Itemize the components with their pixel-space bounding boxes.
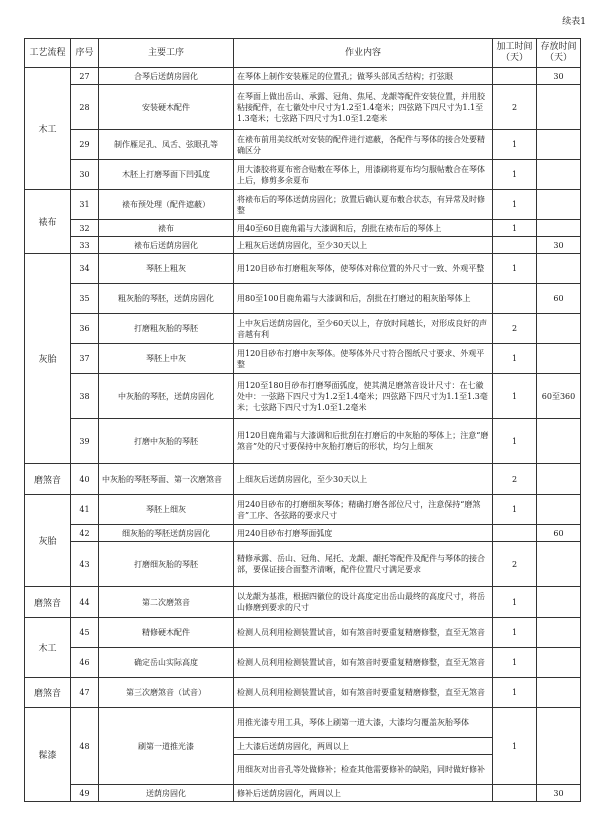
store-cell	[537, 419, 581, 464]
group-cell: 木工	[25, 68, 71, 190]
group-cell: 灰胎	[25, 495, 71, 587]
seq-cell: 38	[71, 374, 99, 419]
main-cell: 安装硬木配件	[99, 85, 234, 130]
seq-cell: 32	[71, 220, 99, 237]
header-seq: 序号	[71, 39, 99, 68]
content-cell: 用120至180目砂布打磨琴面弧度，使其满足磨煞音设计尺寸：在七徽处中：一弦路下四尺寸为1.2至1.4毫米；四弦路下四尺寸为1.1至1.3毫米；七弦路下四尺寸为1.0至1.2毫米	[234, 374, 493, 419]
store-cell	[537, 344, 581, 374]
time-cell	[493, 525, 537, 542]
store-cell	[537, 678, 581, 708]
header-row	[25, 39, 581, 68]
store-cell	[537, 542, 581, 587]
time-cell: 1	[493, 344, 537, 374]
time-cell: 1	[493, 708, 537, 785]
main-cell: 制作雁足孔、凤舌、弦眼孔等	[99, 130, 234, 160]
content-cell: 以龙龈为基准，根据四徽位的设计高度定出岳山最终的高度尺寸，将岳山修磨到要求的尺寸	[234, 587, 493, 618]
table-row	[25, 648, 581, 678]
content-cell: 在琴体上制作安装雁足的位置孔；做琴头部凤舌结构；打弦眼	[234, 68, 493, 85]
store-cell	[537, 495, 581, 525]
content-cell: 检测人员利用检测装置试音，如有煞音时要重复精磨修整，直至无煞音	[234, 648, 493, 678]
content-cell: 用大漆胶将夏布密合贴敷在琴体上，用漆刷将夏布均匀服帖敷合在琴体上后，修剪多余夏布	[234, 160, 493, 190]
content-cell: 用240目砂布的打磨细灰琴体；精确打磨各部位尺寸，注意保持“磨煞音”工序、各弦路的要求尺寸	[234, 495, 493, 525]
table-row	[25, 464, 581, 495]
time-cell: 1	[493, 618, 537, 648]
store-cell	[537, 587, 581, 618]
table-row	[25, 525, 581, 542]
seq-cell: 46	[71, 648, 99, 678]
group-cell: 髹漆	[25, 708, 71, 802]
store-cell	[537, 130, 581, 160]
main-cell: 精修硬木配件	[99, 618, 234, 648]
table-row	[25, 785, 581, 802]
table-row	[25, 542, 581, 587]
group-cell: 磨煞音	[25, 678, 71, 708]
main-cell: 第二次磨煞音	[99, 587, 234, 618]
main-cell: 裱布后送荫房固化	[99, 237, 234, 254]
time-cell: 1	[493, 648, 537, 678]
store-cell	[537, 160, 581, 190]
content-cell: 在裱布前用美纹纸对安装的配件进行遮蔽，各配件与琴体的接合处要精确区分	[234, 130, 493, 160]
content-cell: 上大漆后送荫房固化，两周以上	[234, 738, 493, 755]
main-cell: 细灰胎的琴胚送荫房固化	[99, 525, 234, 542]
content-cell: 在琴面上做出岳山、承露、冠角、焦尾、龙龈等配件安装位置，并用胶粘接配件，在七徽处中尺寸为1.2至1.4毫米；四弦路下四尺寸为1.1至1.3毫米；七弦路下四尺寸为1.0至1.2毫米	[234, 85, 493, 130]
store-cell	[537, 708, 581, 785]
main-cell: 确定岳山实际高度	[99, 648, 234, 678]
seq-cell: 28	[71, 85, 99, 130]
main-cell: 刷第一道推光漆	[99, 708, 234, 785]
store-cell	[537, 85, 581, 130]
main-cell: 木胚上打磨琴面下凹弧度	[99, 160, 234, 190]
time-cell: 2	[493, 85, 537, 130]
content-cell: 修补后送荫房固化，两周以上	[234, 785, 493, 802]
store-cell: 60至360	[537, 374, 581, 419]
store-cell	[537, 190, 581, 220]
table-row	[25, 237, 581, 254]
header-store: 存放时间（天）	[537, 39, 581, 68]
store-cell	[537, 220, 581, 237]
content-cell: 检测人员利用检测装置试音，如有煞音时要重复精磨修整，直至无煞音	[234, 618, 493, 648]
time-cell: 1	[493, 678, 537, 708]
header-content: 作业内容	[234, 39, 493, 68]
store-cell: 60	[537, 284, 581, 314]
main-cell: 合琴后送荫房固化	[99, 68, 234, 85]
content-cell: 检测人员利用检测装置试音，如有煞音时要重复精磨修整，直至无煞音	[234, 678, 493, 708]
store-cell	[537, 254, 581, 284]
content-cell: 用120目鹿角霜与大漆调和后批刮在打磨后的中灰胎的琴体上；注意“磨煞音”处的尺寸要保持中灰胎打磨后的形状，均匀上细灰	[234, 419, 493, 464]
header-process: 工艺流程	[25, 39, 71, 68]
seq-cell: 45	[71, 618, 99, 648]
table-row	[25, 495, 581, 525]
main-cell: 打磨细灰胎的琴胚	[99, 542, 234, 587]
store-cell: 30	[537, 68, 581, 85]
time-cell: 1	[493, 220, 537, 237]
main-cell: 第三次磨煞音（试音）	[99, 678, 234, 708]
group-cell: 磨煞音	[25, 464, 71, 495]
time-cell: 1	[493, 254, 537, 284]
time-cell: 1	[493, 587, 537, 618]
seq-cell: 49	[71, 785, 99, 802]
seq-cell: 37	[71, 344, 99, 374]
header-time: 加工时间（天）	[493, 39, 537, 68]
time-cell: 1	[493, 130, 537, 160]
table-row	[25, 284, 581, 314]
seq-cell: 36	[71, 314, 99, 344]
seq-cell: 48	[71, 708, 99, 785]
header-main: 主要工序	[99, 39, 234, 68]
seq-cell: 42	[71, 525, 99, 542]
store-cell	[537, 314, 581, 344]
table-row	[25, 190, 581, 220]
time-cell: 2	[493, 542, 537, 587]
seq-cell: 35	[71, 284, 99, 314]
store-cell	[537, 464, 581, 495]
group-cell: 裱布	[25, 190, 71, 254]
table-row	[25, 344, 581, 374]
content-cell: 上细灰后送荫房固化，至少30天以上	[234, 464, 493, 495]
main-cell: 裱布预处理（配件遮蔽）	[99, 190, 234, 220]
content-cell: 上粗灰后送荫房固化，至少30天以上	[234, 237, 493, 254]
seq-cell: 41	[71, 495, 99, 525]
group-cell: 灰胎	[25, 254, 71, 464]
seq-cell: 43	[71, 542, 99, 587]
table-row	[25, 708, 581, 738]
time-cell: 1	[493, 495, 537, 525]
time-cell	[493, 68, 537, 85]
seq-cell: 30	[71, 160, 99, 190]
main-cell: 琴胚上细灰	[99, 495, 234, 525]
seq-cell: 29	[71, 130, 99, 160]
seq-cell: 34	[71, 254, 99, 284]
table-row	[25, 220, 581, 237]
seq-cell: 27	[71, 68, 99, 85]
time-cell: 2	[493, 464, 537, 495]
seq-cell: 40	[71, 464, 99, 495]
time-cell	[493, 284, 537, 314]
time-cell	[493, 785, 537, 802]
main-cell: 琴胚上中灰	[99, 344, 234, 374]
main-cell: 打磨粗灰胎的琴胚	[99, 314, 234, 344]
main-cell: 粗灰胎的琴胚，送荫房固化	[99, 284, 234, 314]
table-row	[25, 130, 581, 160]
main-cell: 中灰胎的琴胚琴面、第一次磨煞音	[99, 464, 234, 495]
main-cell: 裱布	[99, 220, 234, 237]
seq-cell: 33	[71, 237, 99, 254]
continuation-label: 续表1	[562, 17, 586, 27]
time-cell: 1	[493, 419, 537, 464]
table-row	[25, 254, 581, 284]
table-row	[25, 587, 581, 618]
store-cell: 30	[537, 785, 581, 802]
time-cell: 1	[493, 374, 537, 419]
time-cell	[493, 237, 537, 254]
content-cell: 将裱布后的琴体送荫房固化；放置后确认夏布敷合状态，有异常及时修整	[234, 190, 493, 220]
seq-cell: 39	[71, 419, 99, 464]
main-cell: 打磨中灰胎的琴胚	[99, 419, 234, 464]
seq-cell: 44	[71, 587, 99, 618]
store-cell	[537, 618, 581, 648]
content-cell: 用240目砂布打磨琴面弧度	[234, 525, 493, 542]
store-cell: 30	[537, 237, 581, 254]
time-cell: 1	[493, 160, 537, 190]
seq-cell: 47	[71, 678, 99, 708]
table-row	[25, 618, 581, 648]
main-cell: 琴胚上粗灰	[99, 254, 234, 284]
content-cell: 用80至100目鹿角霜与大漆调和后，刮批在打磨过的粗灰胎琴体上	[234, 284, 493, 314]
content-cell: 用细灰对出音孔等处做修补；检查其他需要修补的缺陷，同时做好修补	[234, 755, 493, 785]
time-cell: 1	[493, 190, 537, 220]
main-cell: 送荫房固化	[99, 785, 234, 802]
time-cell: 2	[493, 314, 537, 344]
main-cell: 中灰胎的琴胚，送荫房固化	[99, 374, 234, 419]
process-table	[24, 38, 581, 802]
table-row	[25, 678, 581, 708]
content-cell: 用推光漆专用工具，琴体上刷第一道大漆，大漆均匀覆盖灰胎琴体	[234, 708, 493, 738]
table-row	[25, 374, 581, 419]
store-cell	[537, 648, 581, 678]
table-row	[25, 314, 581, 344]
group-cell: 木工	[25, 618, 71, 678]
table-row	[25, 85, 581, 130]
content-cell: 精修承露、岳山、冠角、尾托、龙龈、龈托等配件及配件与琴体的接合部，要保证接合面整齐清晰，配件位置尺寸满足要求	[234, 542, 493, 587]
group-cell: 磨煞音	[25, 587, 71, 618]
content-cell: 用120目砂布打磨粗灰琴体，使琴体对称位置的外尺寸一致、外观平整	[234, 254, 493, 284]
content-cell: 用120目砂布打磨中灰琴体。使琴体外尺寸符合图纸尺寸要求、外观平整	[234, 344, 493, 374]
table-row	[25, 419, 581, 464]
content-cell: 用40至60目鹿角霜与大漆调和后，刮批在裱布后的琴体上	[234, 220, 493, 237]
table-row	[25, 160, 581, 190]
seq-cell: 31	[71, 190, 99, 220]
store-cell: 60	[537, 525, 581, 542]
table-row	[25, 68, 581, 85]
content-cell: 上中灰后送荫房固化，至少60天以上，存放时间越长，对形成良好的声音越有利	[234, 314, 493, 344]
